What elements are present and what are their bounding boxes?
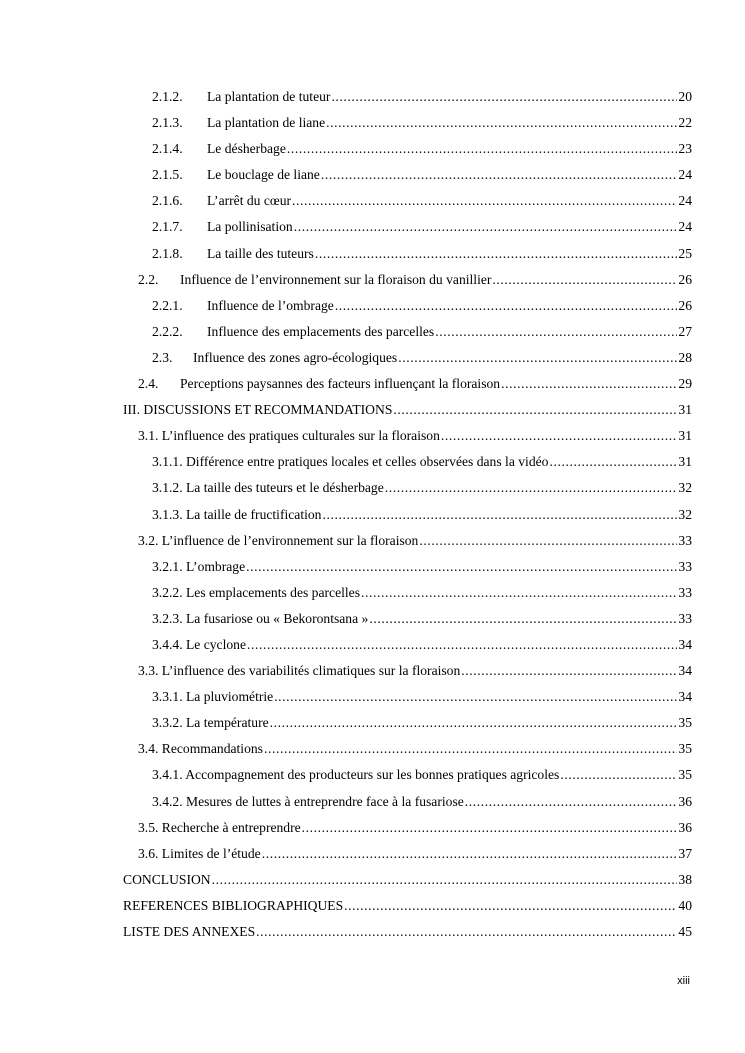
dot-leader <box>302 815 678 841</box>
toc-entry-number: 2.2.2. <box>152 323 183 339</box>
toc-entry-number: 2.1.3. <box>152 115 183 131</box>
toc-entry-number: 2.1.5. <box>152 167 183 183</box>
toc-entry[interactable] <box>123 449 692 475</box>
dot-leader <box>270 710 678 736</box>
toc-entry-number: 2.4. <box>138 376 159 392</box>
toc-entry-page: 26 <box>678 271 692 287</box>
toc-entry-page: 33 <box>678 532 692 548</box>
toc-entry-page: 32 <box>678 480 692 496</box>
toc-entry-page: 45 <box>678 924 692 939</box>
toc-entry[interactable] <box>123 267 692 293</box>
toc-entry[interactable] <box>123 188 692 214</box>
toc-entry[interactable] <box>123 658 692 684</box>
toc-entry-title: 3.6. Limites de l’étude <box>138 845 261 861</box>
toc-entry[interactable] <box>123 762 692 788</box>
toc-entry-title: Influence de l’environnement sur la floraison du vanillier <box>180 271 492 287</box>
dot-leader <box>385 475 678 501</box>
toc-entry-page: 36 <box>678 819 692 835</box>
toc-entry-page: 33 <box>678 558 692 574</box>
toc-entry-title: 3.1.2. La taille des tuteurs et le désherbage <box>152 480 384 496</box>
dot-leader <box>321 162 678 188</box>
toc-entry-title: LISTE DES ANNEXES <box>123 924 256 939</box>
toc-entry-title: 3.2.1. L’ombrage <box>152 558 246 574</box>
toc-entry[interactable] <box>123 867 692 893</box>
toc-entry[interactable] <box>123 919 692 945</box>
dot-leader <box>501 371 677 397</box>
toc-entry-title: 3.1.1. Différence entre pratiques locales et celles observées dans la vidéo <box>152 454 549 470</box>
toc-entry-number: 2.1.8. <box>152 245 183 261</box>
toc-entry[interactable] <box>123 319 692 345</box>
toc-entry-page: 24 <box>678 219 692 235</box>
toc-entry-title: III. DISCUSSIONS ET RECOMMANDATIONS <box>123 402 393 418</box>
toc-entry-page: 29 <box>678 376 692 392</box>
dot-leader <box>326 110 677 136</box>
toc-entry-title: La plantation de tuteur <box>207 89 331 104</box>
toc-entry-page: 34 <box>678 689 692 705</box>
toc-entry-page: 35 <box>678 715 692 731</box>
toc-entry-title: La pollinisation <box>207 219 293 235</box>
dot-leader <box>419 528 677 554</box>
toc-entry-page: 40 <box>678 897 692 913</box>
toc-entry-title: La taille des tuteurs <box>207 245 314 261</box>
toc-entry-page: 37 <box>678 845 692 861</box>
toc-entry[interactable] <box>123 84 692 110</box>
toc-entry-title: Perceptions paysannes des facteurs influençant la floraison <box>180 376 501 392</box>
toc-entry-title: 3.3.2. La température <box>152 715 269 731</box>
toc-entry[interactable] <box>123 214 692 240</box>
toc-entry[interactable] <box>123 580 692 606</box>
toc-entry-number: 2.2.1. <box>152 297 183 313</box>
toc-entry-page: 25 <box>678 245 692 261</box>
toc-entry-number: 2.1.7. <box>152 219 183 235</box>
toc-entry[interactable] <box>123 606 692 632</box>
toc-entry-title: Influence des zones agro-écologiques <box>193 349 398 365</box>
dot-leader <box>264 736 677 762</box>
dot-leader <box>315 241 678 267</box>
dot-leader <box>246 554 677 580</box>
toc-entry[interactable] <box>123 136 692 162</box>
toc-entry-page: 35 <box>678 767 692 783</box>
toc-entry-page: 24 <box>678 167 692 183</box>
dot-leader <box>492 267 677 293</box>
toc-entry-title: Influence de l’ombrage <box>207 297 334 313</box>
dot-leader <box>262 841 678 867</box>
dot-leader <box>465 789 678 815</box>
toc-entry[interactable] <box>123 293 692 319</box>
toc-entry-page: 33 <box>678 610 692 626</box>
toc-entry-title: CONCLUSION <box>123 871 211 887</box>
toc-entry-title: REFERENCES BIBLIOGRAPHIQUES <box>123 897 344 913</box>
toc-entry-title: La plantation de liane <box>207 115 326 131</box>
toc-entry[interactable] <box>123 423 692 449</box>
toc-entry-page: 20 <box>678 89 692 104</box>
dot-leader <box>331 84 677 110</box>
toc-entry[interactable] <box>123 528 692 554</box>
toc-entry-page: 33 <box>678 584 692 600</box>
toc-entry[interactable] <box>123 502 692 528</box>
dot-leader <box>560 762 677 788</box>
dot-leader <box>441 423 678 449</box>
toc-entry[interactable] <box>123 475 692 501</box>
dot-leader <box>292 188 677 214</box>
dot-leader <box>256 919 677 945</box>
toc-entry-title: 3.4.1. Accompagnement des producteurs sur les bonnes pratiques agricoles <box>152 767 560 783</box>
dot-leader <box>212 867 678 893</box>
toc-entry-title: 3.1.3. La taille de fructification <box>152 506 322 522</box>
dot-leader <box>322 502 677 528</box>
toc-entry-page: 34 <box>678 636 692 652</box>
toc-entry-page: 36 <box>678 793 692 809</box>
dot-leader <box>435 319 677 345</box>
toc-entry-title: 3.4. Recommandations <box>138 741 263 757</box>
dot-leader <box>369 606 677 632</box>
toc-entry[interactable] <box>123 893 692 919</box>
toc-entry-title: 3.1. L’influence des pratiques culturales sur la floraison <box>138 428 440 444</box>
dot-leader <box>393 397 677 423</box>
toc-entry[interactable] <box>123 554 692 580</box>
toc-entry-page: 34 <box>678 663 692 679</box>
toc-entry-page: 26 <box>678 297 692 313</box>
toc-entry[interactable] <box>123 110 692 136</box>
toc-entry-number: 2.3. <box>152 349 173 365</box>
toc-entry-number: 2.1.2. <box>152 89 183 104</box>
dot-leader <box>287 136 678 162</box>
dot-leader <box>274 684 677 710</box>
toc-entry-page: 38 <box>678 871 692 887</box>
toc-entry[interactable] <box>123 736 692 762</box>
toc-entry-number: 2.2. <box>138 271 159 287</box>
toc-entry-page: 32 <box>678 506 692 522</box>
toc-entry[interactable] <box>123 632 692 658</box>
dot-leader <box>461 658 677 684</box>
table-of-contents <box>123 84 692 945</box>
toc-entry[interactable] <box>123 241 692 267</box>
dot-leader <box>335 293 678 319</box>
toc-entry[interactable] <box>123 345 692 371</box>
dot-leader <box>344 893 677 919</box>
toc-entry-page: 31 <box>678 428 692 444</box>
toc-entry-page: 28 <box>678 349 692 365</box>
dot-leader <box>247 632 677 658</box>
toc-entry-title: Le bouclage de liane <box>207 167 320 183</box>
toc-entry-title: 3.3.1. La pluviométrie <box>152 689 274 705</box>
toc-entry[interactable] <box>123 684 692 710</box>
toc-entry-number: 2.1.6. <box>152 193 183 209</box>
dot-leader <box>549 449 677 475</box>
toc-entry-title: 3.4.4. Le cyclone <box>152 636 246 652</box>
toc-entry-number: 2.1.4. <box>152 141 183 157</box>
toc-entry-title: Le désherbage <box>207 141 286 157</box>
toc-entry[interactable] <box>123 397 692 423</box>
toc-entry-page: 31 <box>678 402 692 418</box>
toc-entry-page: 22 <box>678 115 692 131</box>
dot-leader <box>398 345 677 371</box>
toc-entry-title: 3.2.2. Les emplacements des parcelles <box>152 584 360 600</box>
toc-entry[interactable] <box>123 789 692 815</box>
toc-entry-title: L’arrêt du cœur <box>207 193 292 209</box>
page-number: xiii <box>677 975 690 987</box>
toc-entry-page: 27 <box>678 323 692 339</box>
toc-entry-page: 31 <box>678 454 692 470</box>
toc-entry-page: 24 <box>678 193 692 209</box>
toc-entry[interactable] <box>123 162 692 188</box>
toc-entry-title: 3.2.3. La fusariose ou « Bekorontsana » <box>152 610 369 626</box>
toc-entry-title: 3.5. Recherche à entreprendre <box>138 819 301 835</box>
toc-entry-title: 3.4.2. Mesures de luttes à entreprendre face à la fusariose <box>152 793 464 809</box>
toc-entry-title: 3.3. L’influence des variabilités climatiques sur la floraison <box>138 663 461 679</box>
toc-entry-page: 35 <box>678 741 692 757</box>
toc-entry[interactable] <box>123 841 692 867</box>
toc-entry-title: Influence des emplacements des parcelles <box>207 323 435 339</box>
toc-entry[interactable] <box>123 371 692 397</box>
toc-entry-page: 23 <box>678 141 692 157</box>
dot-leader <box>361 580 677 606</box>
toc-entry[interactable] <box>123 815 692 841</box>
dot-leader <box>294 214 678 240</box>
toc-entry-title: 3.2. L’influence de l’environnement sur la floraison <box>138 532 419 548</box>
toc-entry[interactable] <box>123 710 692 736</box>
